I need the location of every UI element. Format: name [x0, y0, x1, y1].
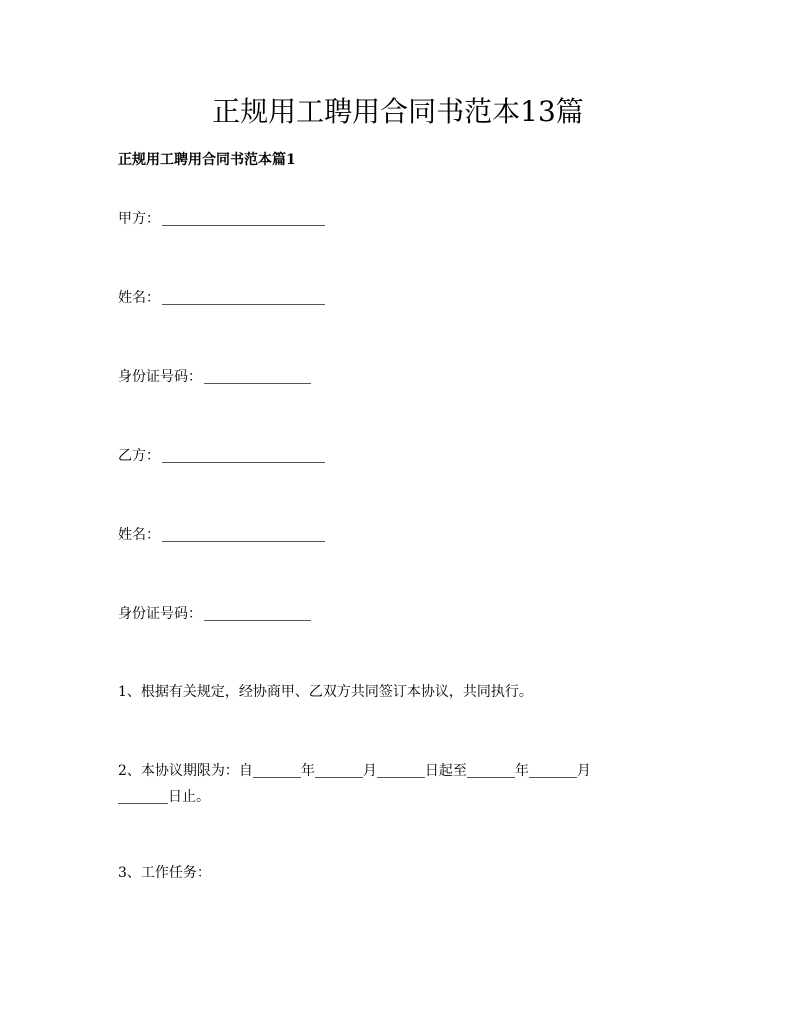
- clause-2-day-end: 日止。: [168, 789, 210, 805]
- end-month-blank: [529, 761, 577, 778]
- clause-1: 1、根据有关规定，经协商甲、乙双方共同签订本协议，共同执行。: [118, 684, 533, 700]
- clause-2-day-start: 日起至: [424, 763, 467, 779]
- clause-2-month-1: 月: [362, 763, 377, 779]
- end-day-blank: [118, 787, 168, 804]
- party-b-name-label: 姓名：: [118, 527, 160, 543]
- document-title: 正规用工聘用合同书范本13篇: [212, 95, 584, 128]
- party-a-label: 甲方：: [118, 211, 160, 227]
- section-heading: 正规用工聘用合同书范本篇1: [118, 152, 296, 168]
- party-a-blank: [162, 209, 325, 226]
- clause-3: 3、工作任务：: [118, 865, 211, 881]
- party-a-id-line: [118, 364, 311, 390]
- start-month-blank: [315, 761, 363, 778]
- party-b-id-line: [118, 601, 311, 627]
- party-b-id-label: 身份证号码：: [118, 606, 202, 622]
- end-year-blank: [467, 761, 515, 778]
- clause-2-month-2: 月: [576, 763, 591, 779]
- party-a-line: [118, 206, 325, 232]
- party-a-id-label: 身份证号码：: [118, 369, 202, 385]
- start-year-blank: [253, 761, 301, 778]
- party-b-name-line: [118, 522, 325, 548]
- party-b-label: 乙方：: [118, 448, 160, 464]
- party-a-name-line: [118, 285, 325, 311]
- party-a-name-label: 姓名：: [118, 290, 160, 306]
- party-b-id-blank: [204, 604, 311, 621]
- clause-2-year-1: 年: [300, 763, 315, 779]
- party-b-line: [118, 443, 325, 469]
- start-day-blank: [377, 761, 425, 778]
- party-a-id-blank: [204, 367, 311, 384]
- clause-2: [118, 758, 658, 810]
- party-a-name-blank: [162, 288, 325, 305]
- party-b-name-blank: [162, 525, 325, 542]
- clause-2-year-2: 年: [514, 763, 529, 779]
- clause-2-prefix: 2、本协议期限为：自: [118, 763, 253, 779]
- party-b-blank: [162, 446, 325, 463]
